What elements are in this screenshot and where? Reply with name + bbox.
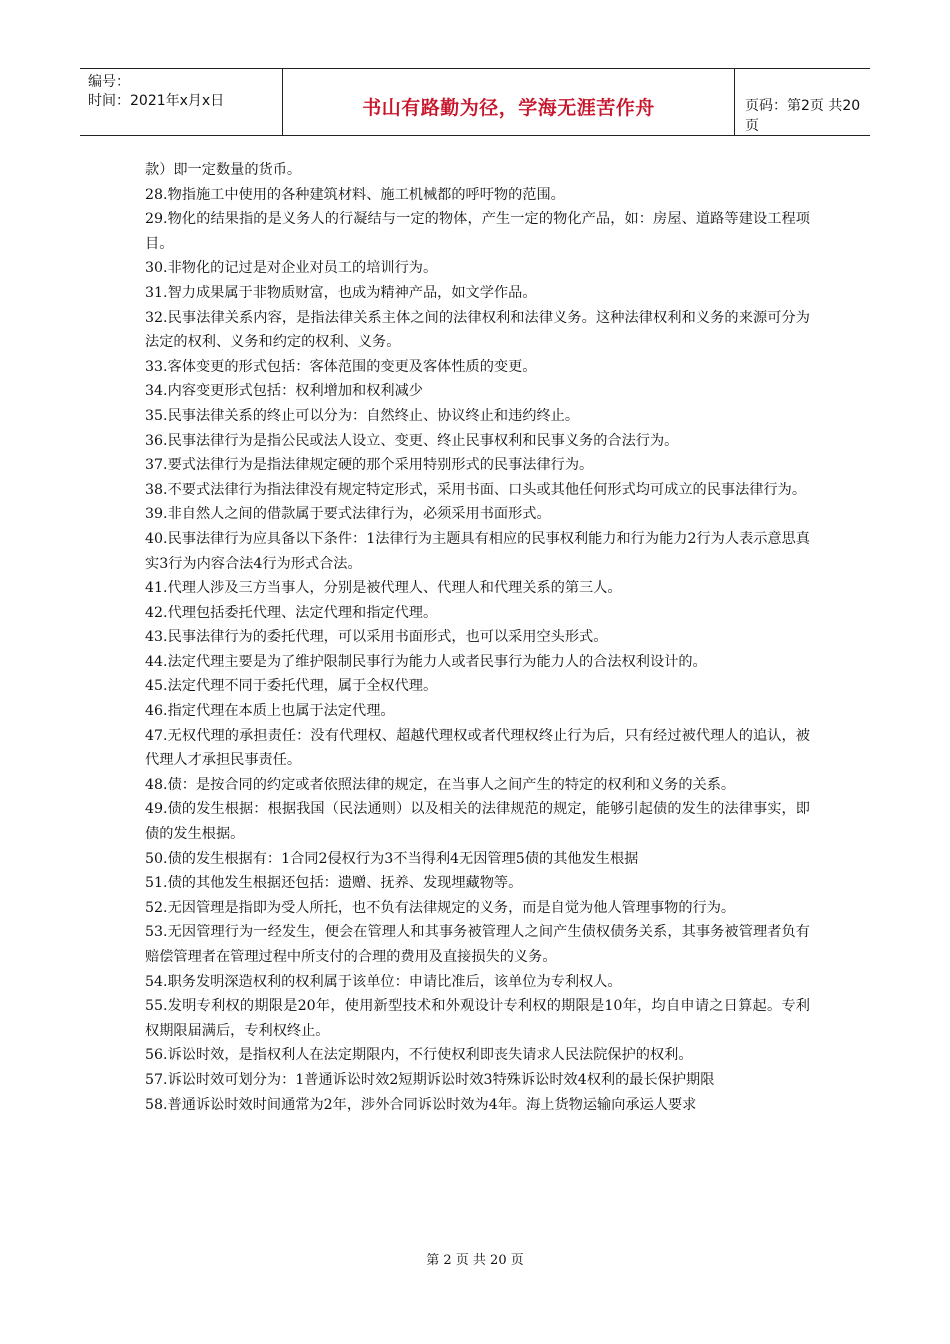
- paragraph: 41.代理人涉及三方当事人，分别是被代理人、代理人和代理关系的第三人。: [145, 580, 622, 597]
- document-number-label: 编号：: [88, 74, 130, 90]
- paragraph: 44.法定代理主要是为了维护限制民事行为能力人或者民事行为能力人的合法权利设计的。: [145, 653, 707, 670]
- paragraph: 31.智力成果属于非物质财富，也成为精神产品，如文学作品。: [145, 284, 537, 301]
- paragraph: 54.职务发明深造权利的权利属于该单位：申请比准后，该单位为专利权人。: [145, 973, 622, 990]
- paragraph: 29.物化的结果指的是义务人的行凝结与一定的物体，产生一定的物化产品，如：房屋、道路等建设工程项目。: [145, 211, 810, 252]
- paragraph: 45.法定代理不同于委托代理，属于全权代理。: [145, 678, 438, 695]
- paragraph: 35.民事法律关系的终止可以分为：自然终止、协议终止和违约终止。: [145, 407, 580, 424]
- paragraph: 39.非自然人之间的借款属于要式法律行为，必须采用书面形式。: [145, 506, 551, 523]
- paragraph: 57.诉讼时效可划分为：1普通诉讼时效2短期诉讼时效3特殊诉讼时效4权利的最长保护期限: [145, 1071, 715, 1088]
- header-motto: 书山有路勤为径，学海无涯苦作舟: [362, 97, 655, 119]
- paragraph: 51.债的其他发生根据还包括：遗赠、抚养、发现埋藏物等。: [145, 875, 523, 892]
- paragraph: 47.无权代理的承担责任：没有代理权、超越代理权或者代理权终止行为后，只有经过被代理人的追认，被代理人才承担民事责任。: [145, 727, 810, 769]
- paragraph: 58.普通诉讼时效时间通常为2年，涉外合同诉讼时效为4年。海上货物运输向承运人要求: [145, 1096, 697, 1113]
- paragraph: 37.要式法律行为是指法律规定硬的那个采用特别形式的民事法律行为。: [145, 457, 594, 474]
- paragraph: 38.不要式法律行为指法律没有规定特定形式，采用书面、口头或其他任何形式均可成立的民事法律行为。: [145, 481, 807, 498]
- header-motto-cell: [283, 69, 735, 135]
- paragraph: 33.客体变更的形式包括：客体范围的变更及客体性质的变更。: [145, 358, 537, 375]
- paragraph: 30.非物化的记过是对企业对员工的培训行为。: [145, 260, 438, 277]
- paragraph: 50.债的发生根据有：1合同2侵权行为3不当得利4无因管理5债的其他发生根据: [145, 850, 639, 867]
- page-header: [80, 68, 870, 136]
- paragraph: 53.无因管理行为一经发生，便会在管理人和其事务被管理人之间产生债权债务关系，其事务被管理者负有赔偿管理者在管理过程中所支付的合理的费用及直接损失的义务。: [145, 924, 810, 965]
- paragraph: 34.内容变更形式包括：权利增加和权利减少: [145, 383, 423, 400]
- header-meta: [80, 69, 283, 135]
- page-footer: 第 2 页 共 20 页: [426, 1253, 524, 1268]
- paragraph: 55.发明专利权的期限是20年，使用新型技术和外观设计专利权的期限是10年，均自申请之日算起。专利权期限届满后，专利权终止。: [145, 998, 810, 1039]
- paragraph: 36.民事法律行为是指公民或法人设立、变更、终止民事权利和民事义务的合法行为。: [145, 432, 679, 449]
- document-body: [145, 158, 810, 1117]
- paragraph: 43.民事法律行为的委托代理，可以采用书面形式，也可以采用空头形式。: [145, 629, 608, 646]
- paragraph: 46.指定代理在本质上也属于法定代理。: [145, 703, 395, 720]
- document-time-label: 时间：2021年x月x日: [88, 93, 225, 109]
- paragraph: 48.债：是按合同的约定或者依照法律的规定，在当事人之间产生的特定的权利和义务的关系。: [145, 776, 736, 793]
- paragraph: 28.物指施工中使用的各种建筑材料、施工机械都的呼吁物的范围。: [145, 186, 565, 203]
- paragraph: 32.民事法律关系内容，是指法律关系主体之间的法律权利和法律义务。这种法律权利和义务的来源可分为法定的权利、义务和约定的权利、义务。: [145, 309, 810, 351]
- header-page-info: 页码：第2页 共20页: [745, 98, 861, 134]
- paragraph: 49.债的发生根据：根据我国（民法通则）以及相关的法律规范的规定，能够引起债的发生的法律事实，即债的发生根据。: [145, 801, 810, 843]
- paragraph: 42.代理包括委托代理、法定代理和指定代理。: [145, 604, 438, 621]
- paragraph: 56.诉讼时效，是指权利人在法定期限内，不行使权利即丧失请求人民法院保护的权利。: [145, 1047, 693, 1064]
- paragraph: 52.无因管理是指即为受人所托，也不负有法律规定的义务，而是自觉为他人管理事物的行为。: [145, 899, 736, 916]
- paragraph: 40.民事法律行为应具备以下条件：1法律行为主题具有相应的民事权利能力和行为能力2行为人表示意思真实3行为内容合法4行为形式合法。: [145, 530, 810, 572]
- header-page-cell: [735, 69, 870, 135]
- paragraph: 款）即一定数量的货币。: [145, 162, 302, 178]
